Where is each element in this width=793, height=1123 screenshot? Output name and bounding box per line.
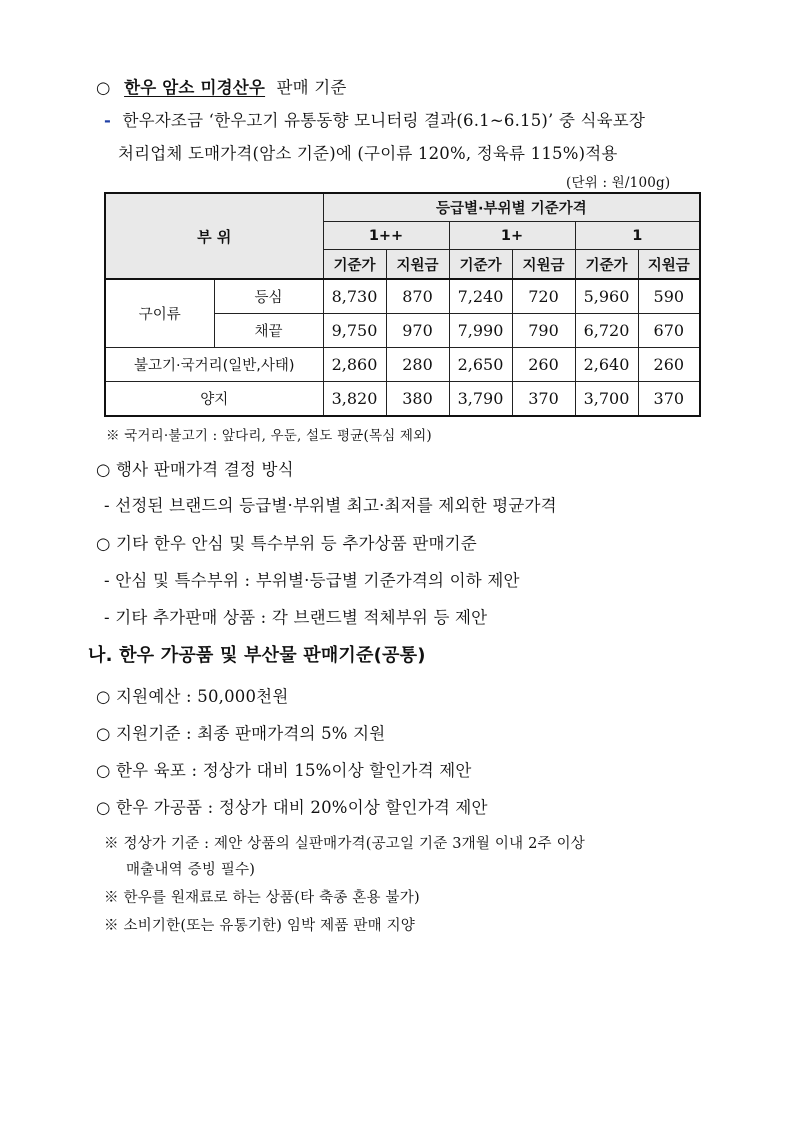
- note-expiry: ※ 소비기한(또는 유통기한) 임박 제품 판매 지양: [104, 918, 415, 934]
- table-row: [105, 382, 700, 417]
- value-cell: 260: [638, 348, 700, 382]
- extra-products-heading: ○ 기타 한우 안심 및 특수부위 등 추가상품 판매기준: [96, 534, 477, 553]
- value-cell: 8,730: [323, 279, 386, 314]
- value-cell: 380: [386, 382, 449, 417]
- event-price-detail: - 선정된 브랜드의 등급별·부위별 최고·최저를 제외한 평균가격: [104, 496, 557, 515]
- value-cell: 260: [512, 348, 575, 382]
- value-cell: 2,650: [449, 348, 512, 382]
- value-cell: 790: [512, 314, 575, 348]
- note-regular-price-cont: 매출내역 증빙 필수): [126, 862, 256, 878]
- value-cell: 370: [512, 382, 575, 417]
- grade-header: 1+: [449, 222, 575, 250]
- description-line-1: [104, 107, 645, 131]
- value-cell: 720: [512, 279, 575, 314]
- value-cell: 7,240: [449, 279, 512, 314]
- processed-goods-line: ○ 한우 가공품 : 정상가 대비 20%이상 할인가격 제안: [96, 798, 488, 817]
- part-cell: 등심: [214, 279, 323, 314]
- unit-note: (단위 : 원/100g): [566, 175, 671, 191]
- value-cell: 3,700: [575, 382, 638, 417]
- value-cell: 6,720: [575, 314, 638, 348]
- note-regular-price: ※ 정상가 기준 : 제안 상품의 실판매가격(공고일 기준 3개월 이내 2주 이상: [104, 836, 585, 852]
- sub-header: 기준가: [323, 250, 386, 280]
- value-cell: 970: [386, 314, 449, 348]
- sub-header: 기준가: [449, 250, 512, 280]
- value-cell: 3,790: [449, 382, 512, 417]
- table-row: [105, 348, 700, 382]
- value-cell: 2,640: [575, 348, 638, 382]
- value-cell: 670: [638, 314, 700, 348]
- value-cell: 870: [386, 279, 449, 314]
- value-cell: 7,990: [449, 314, 512, 348]
- part-header: 부 위: [105, 193, 323, 279]
- grade-header: 1++: [323, 222, 449, 250]
- description-line-2: 처리업체 도매가격(암소 기준)에 (구이류 120%, 정육류 115%)적용: [118, 144, 618, 163]
- sub-header: 지원금: [512, 250, 575, 280]
- category-cell: 구이류: [105, 279, 214, 348]
- table-row: [105, 279, 700, 314]
- budget-line: ○ 지원예산 : 50,000천원: [96, 687, 289, 706]
- event-price-heading: ○ 행사 판매가격 결정 방식: [96, 460, 294, 479]
- heading-title: 한우 암소 미경산우: [124, 78, 266, 97]
- price-table: [104, 192, 701, 417]
- section-heading-cow-standard: [96, 74, 347, 98]
- value-cell: 2,860: [323, 348, 386, 382]
- value-cell: 3,820: [323, 382, 386, 417]
- value-cell: 280: [386, 348, 449, 382]
- support-standard-line: ○ 지원기준 : 최종 판매가격의 5% 지원: [96, 724, 386, 743]
- extra-products-detail-1: - 안심 및 특수부위 : 부위별·등급별 기준가격의 이하 제안: [104, 571, 520, 590]
- sub-header: 지원금: [386, 250, 449, 280]
- dash-bullet: -: [104, 111, 112, 130]
- sub-header: 지원금: [638, 250, 700, 280]
- description-text-1: 한우자조금 ‘한우고기 유통동향 모니터링 결과(6.1~6.15)’ 중 식육포장: [122, 111, 646, 130]
- part-cell: 채끝: [214, 314, 323, 348]
- grade-header: 1: [575, 222, 700, 250]
- value-cell: 5,960: [575, 279, 638, 314]
- value-cell: 9,750: [323, 314, 386, 348]
- part-cell: 양지: [105, 382, 323, 417]
- circle-bullet-icon: ○: [96, 78, 111, 97]
- section-heading-processed: 나. 한우 가공품 및 부산물 판매기준(공통): [88, 645, 426, 666]
- table-footnote: ※ 국거리·불고기 : 앞다리, 우둔, 설도 평균(목심 제외): [106, 428, 432, 444]
- extra-products-detail-2: - 기타 추가판매 상품 : 각 브랜드별 적체부위 등 제안: [104, 608, 488, 627]
- value-cell: 370: [638, 382, 700, 417]
- heading-suffix: 판매 기준: [276, 78, 347, 97]
- sub-header: 기준가: [575, 250, 638, 280]
- value-cell: 590: [638, 279, 700, 314]
- group-header: 등급별·부위별 기준가격: [323, 193, 700, 222]
- part-cell: 불고기·국거리(일반,사태): [105, 348, 323, 382]
- jerky-line: ○ 한우 육포 : 정상가 대비 15%이상 할인가격 제안: [96, 761, 472, 780]
- note-raw-material: ※ 한우를 원재료로 하는 상품(타 축종 혼용 불가): [104, 890, 420, 906]
